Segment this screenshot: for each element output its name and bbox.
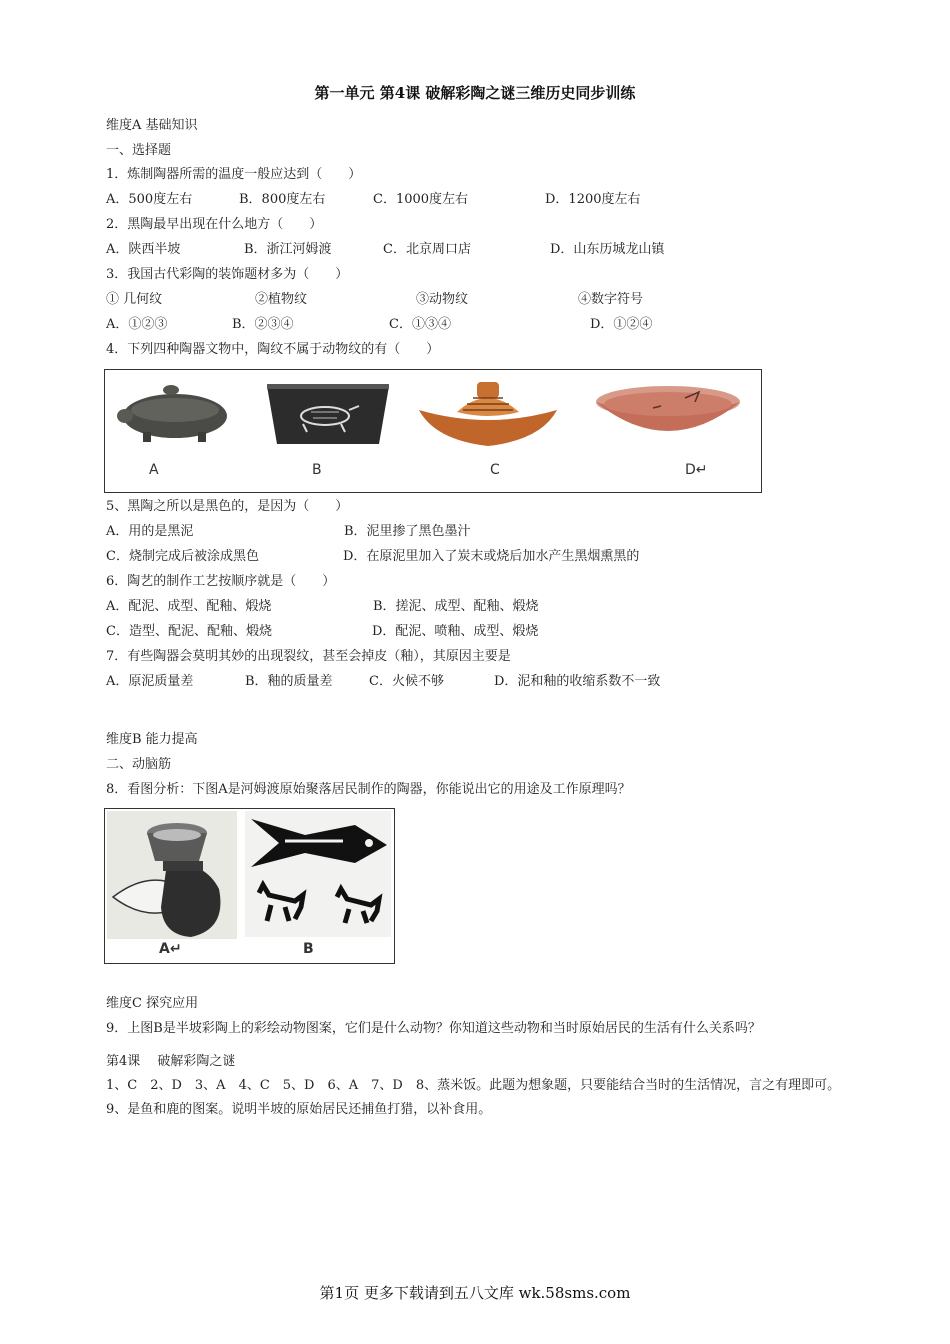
q5-option-b: B．泥里掺了黑色墨汁 (344, 524, 471, 539)
red-basin-image (593, 380, 743, 452)
q6-option-d: D．配泥、喷釉、成型、煅烧 (372, 624, 539, 639)
answers-heading: 第4课 破解彩陶之谜 (106, 1054, 236, 1069)
q3-option-b: B．②③④ (232, 317, 294, 332)
ornamented-vessel-image (413, 374, 563, 454)
section-b-sub: 二、动脑筋 (106, 757, 172, 772)
q1-text: 1．炼制陶器所需的温度一般应达到（ ） (106, 167, 362, 182)
q2-option-b: B．浙江河姆渡 (244, 242, 332, 257)
steamer-pottery-image (107, 811, 237, 939)
q6-option-b: B．搓泥、成型、配釉、煅烧 (373, 599, 539, 614)
q8-text: 8．看图分析：下图A是河姆渡原始聚落居民制作的陶器，你能说出它的用途及工作原理吗？ (106, 782, 631, 797)
q1-option-c: C．1000度左右 (373, 192, 469, 207)
q3-option-d: D．①②④ (590, 317, 653, 332)
q8-figure (104, 808, 395, 964)
q8-label-a: A↵ (159, 941, 182, 957)
q4-figure (104, 369, 762, 493)
q9-text: 9．上图B是半坡彩陶上的彩绘动物图案，它们是什么动物？你知道这些动物和当时原始居民的生活有什么关系吗？ (106, 1021, 761, 1036)
page-title: 第一单元 第4课 破解彩陶之谜三维历史同步训练 (314, 84, 636, 102)
q3-item-1: ① 几何纹 (106, 292, 163, 307)
q2-option-a: A．陕西半坡 (106, 242, 181, 257)
q6-option-a: A．配泥、成型、配釉、煅烧 (106, 599, 272, 614)
q4-label-d: D↵ (685, 462, 708, 478)
q3-item-2: ②植物纹 (255, 292, 308, 307)
q5-option-d: D．在原泥里加入了炭末或烧后加水产生黑烟熏黑的 (343, 549, 640, 564)
q4-label-c: C (490, 462, 500, 478)
q6-option-c: C．造型、配泥、配釉、煅烧 (106, 624, 272, 639)
q7-option-c: C．火候不够 (369, 674, 444, 689)
q6-text: 6．陶艺的制作工艺按顺序就是（ ） (106, 574, 336, 589)
q2-option-c: C．北京周口店 (383, 242, 471, 257)
q1-option-b: B．800度左右 (239, 192, 326, 207)
q3-option-c: C．①③④ (389, 317, 451, 332)
q3-item-4: ④数字符号 (578, 292, 644, 307)
q4-label-b: B (312, 462, 322, 478)
section-a-heading: 维度A 基础知识 (106, 118, 198, 133)
q4-text: 4．下列四种陶器文物中，陶纹不属于动物纹的有（ ） (106, 342, 440, 357)
q3-text: 3．我国古代彩陶的装饰题材多为（ ） (106, 267, 349, 282)
q2-option-d: D．山东历城龙山镇 (550, 242, 665, 257)
section-b-heading: 维度B 能力提高 (106, 732, 198, 747)
answers-text: 1、C 2、D 3、A 4、C 5、D 6、A 7、D 8、蒸米饭。此题为想象题，只要能结合当时的生活情况，言之有理即可。9、是鱼和鹿的图案。说明半坡的原始居民还捕鱼打猎，以补食用。 (106, 1078, 841, 1117)
q7-text: 7．有些陶器会莫明其妙的出现裂纹，甚至会掉皮（釉），其原因主要是 (106, 649, 511, 664)
q7-option-b: B．釉的质量差 (245, 674, 333, 689)
q3-option-a: A．①②③ (106, 317, 168, 332)
q7-option-d: D．泥和釉的收缩系数不一致 (494, 674, 661, 689)
pig-pottery-image (113, 376, 238, 451)
q1-option-a: A．500度左右 (106, 192, 193, 207)
page-footer: 第1页 更多下载请到五八文库 wk.58sms.com (319, 1284, 631, 1302)
q1-option-d: D．1200度左右 (545, 192, 641, 207)
q3-item-3: ③动物纹 (416, 292, 469, 307)
section-a-sub: 一、选择题 (106, 143, 172, 158)
q5-option-a: A．用的是黑泥 (106, 524, 194, 539)
q8-label-b: B (303, 941, 314, 957)
boar-bowl-image (263, 378, 393, 450)
q5-text: 5、黑陶之所以是黑色的，是因为（ ） (106, 499, 349, 514)
q5-option-c: C．烧制完成后被涂成黑色 (106, 549, 259, 564)
q7-option-a: A．原泥质量差 (106, 674, 194, 689)
q4-label-a: A (149, 462, 159, 478)
fish-deer-pattern-image (245, 811, 391, 937)
section-c-heading: 维度C 探究应用 (106, 996, 199, 1011)
q2-text: 2．黑陶最早出现在什么地方（ ） (106, 217, 323, 232)
